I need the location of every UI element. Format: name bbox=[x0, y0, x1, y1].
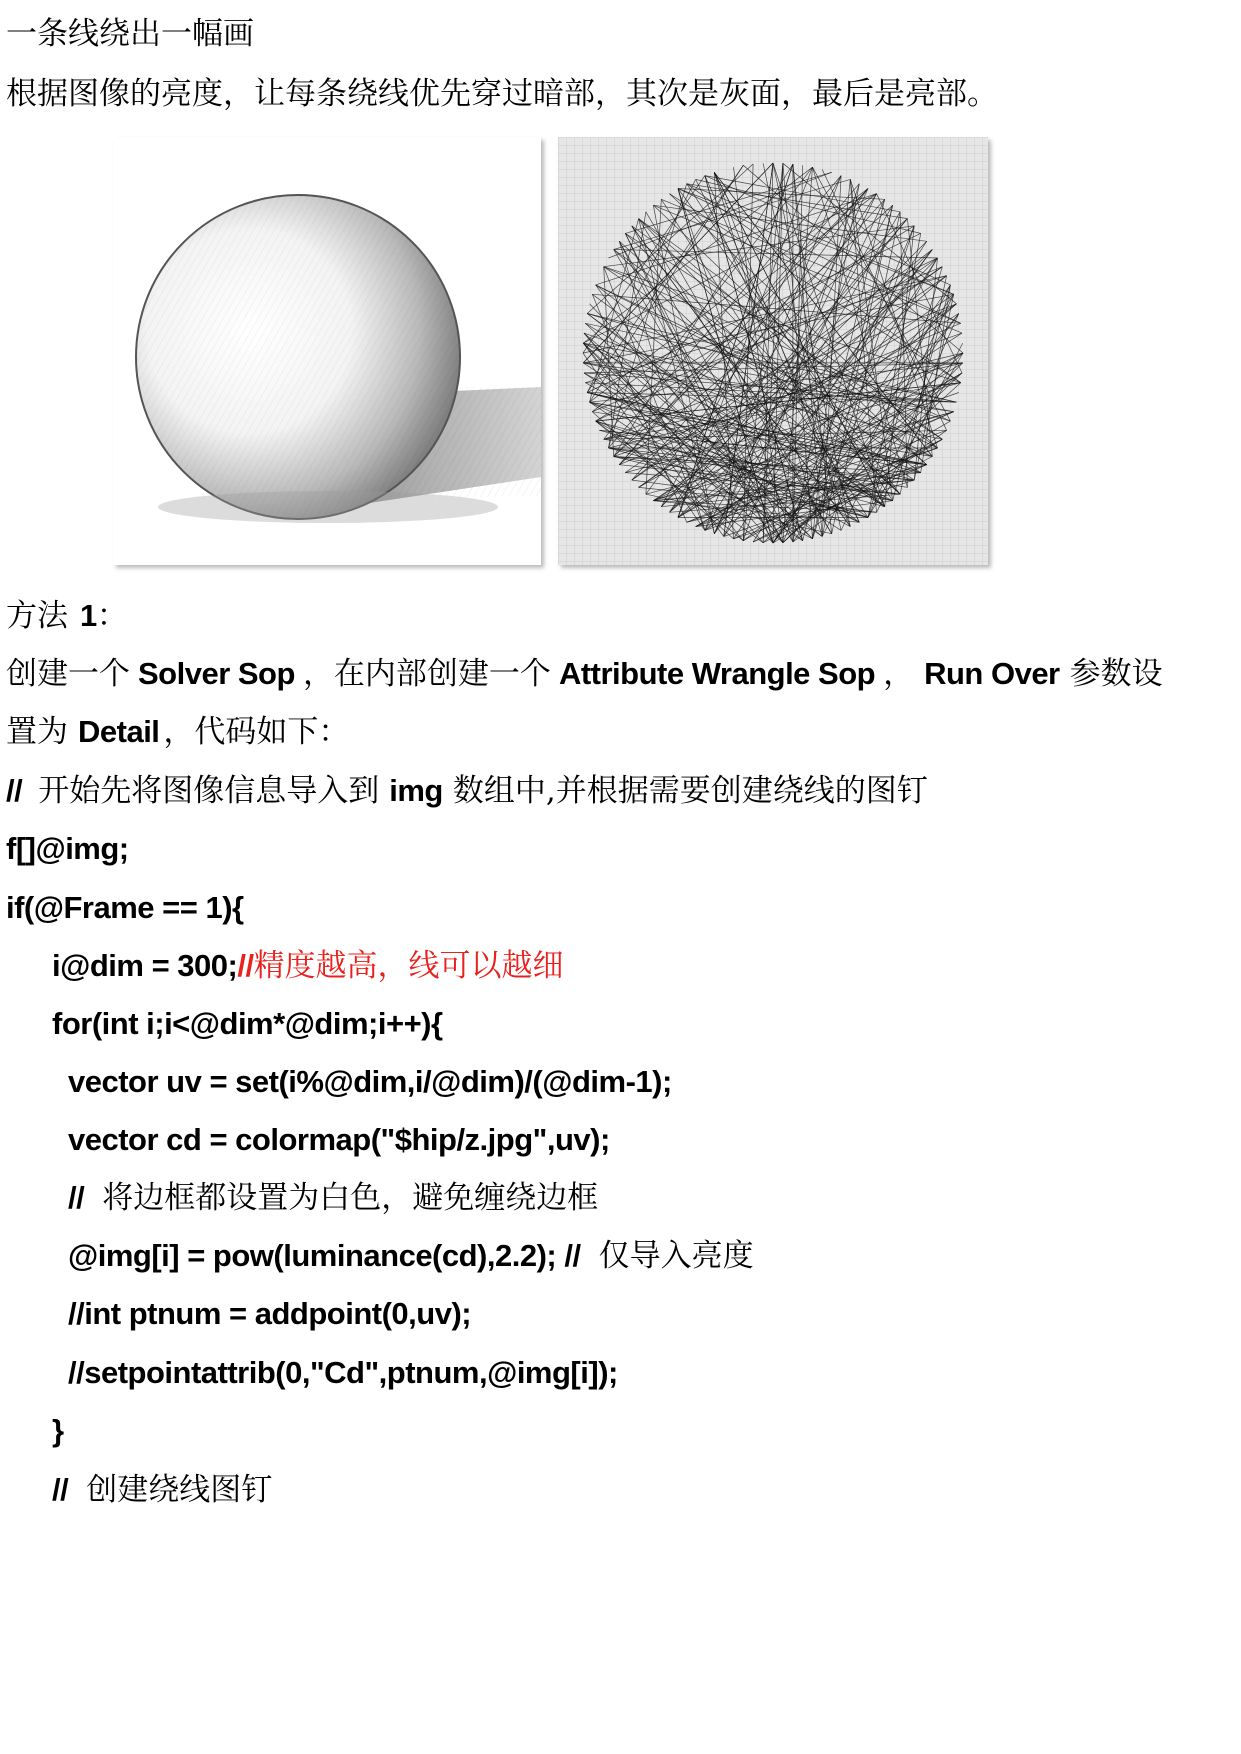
code-comment-13: // 创建绕线图钉 bbox=[52, 1472, 273, 1508]
code-line-7: vector cd = colormap("$hip/z.jpg",uv); bbox=[68, 1122, 610, 1157]
code-line-12: } bbox=[52, 1413, 64, 1448]
code-line-6: vector uv = set(i%@dim,i/@dim)/(@dim-1); bbox=[68, 1064, 672, 1099]
pencil-sphere-image bbox=[113, 137, 541, 565]
code-line-4: i@dim = 300;//精度越高，线可以越细 bbox=[52, 948, 564, 984]
code-line-9: @img[i] = pow(luminance(cd),2.2); // 仅导入亮度 bbox=[68, 1238, 754, 1274]
string-art-image bbox=[558, 137, 988, 565]
code-line-2: f[]@img; bbox=[6, 831, 129, 866]
code-line-11: //setpointattrib(0,"Cd",ptnum,@img[i]); bbox=[68, 1355, 618, 1390]
instructions-line-1: 创建一个 Solver Sop ，在内部创建一个 Attribute Wrangle Sop ， Run Over 参数设 bbox=[6, 656, 1163, 692]
doc-title: 一条线绕出一幅画 bbox=[6, 16, 254, 52]
code-comment-8: // 将边框都设置为白色，避免缠绕边框 bbox=[68, 1180, 599, 1216]
code-comment-1: // 开始先将图像信息导入到 img 数组中,并根据需要创建绕线的图钉 bbox=[6, 773, 928, 809]
intro-paragraph: 根据图像的亮度，让每条绕线优先穿过暗部，其次是灰面，最后是亮部。 bbox=[6, 76, 998, 112]
method-heading: 方法 1： bbox=[6, 598, 128, 634]
code-line-3: if(@Frame == 1){ bbox=[6, 890, 244, 925]
code-line-5: for(int i;i<@dim*@dim;i++){ bbox=[52, 1006, 443, 1041]
code-line-10: //int ptnum = addpoint(0,uv); bbox=[68, 1296, 472, 1331]
instructions-line-2: 置为 Detail ，代码如下： bbox=[6, 714, 350, 750]
